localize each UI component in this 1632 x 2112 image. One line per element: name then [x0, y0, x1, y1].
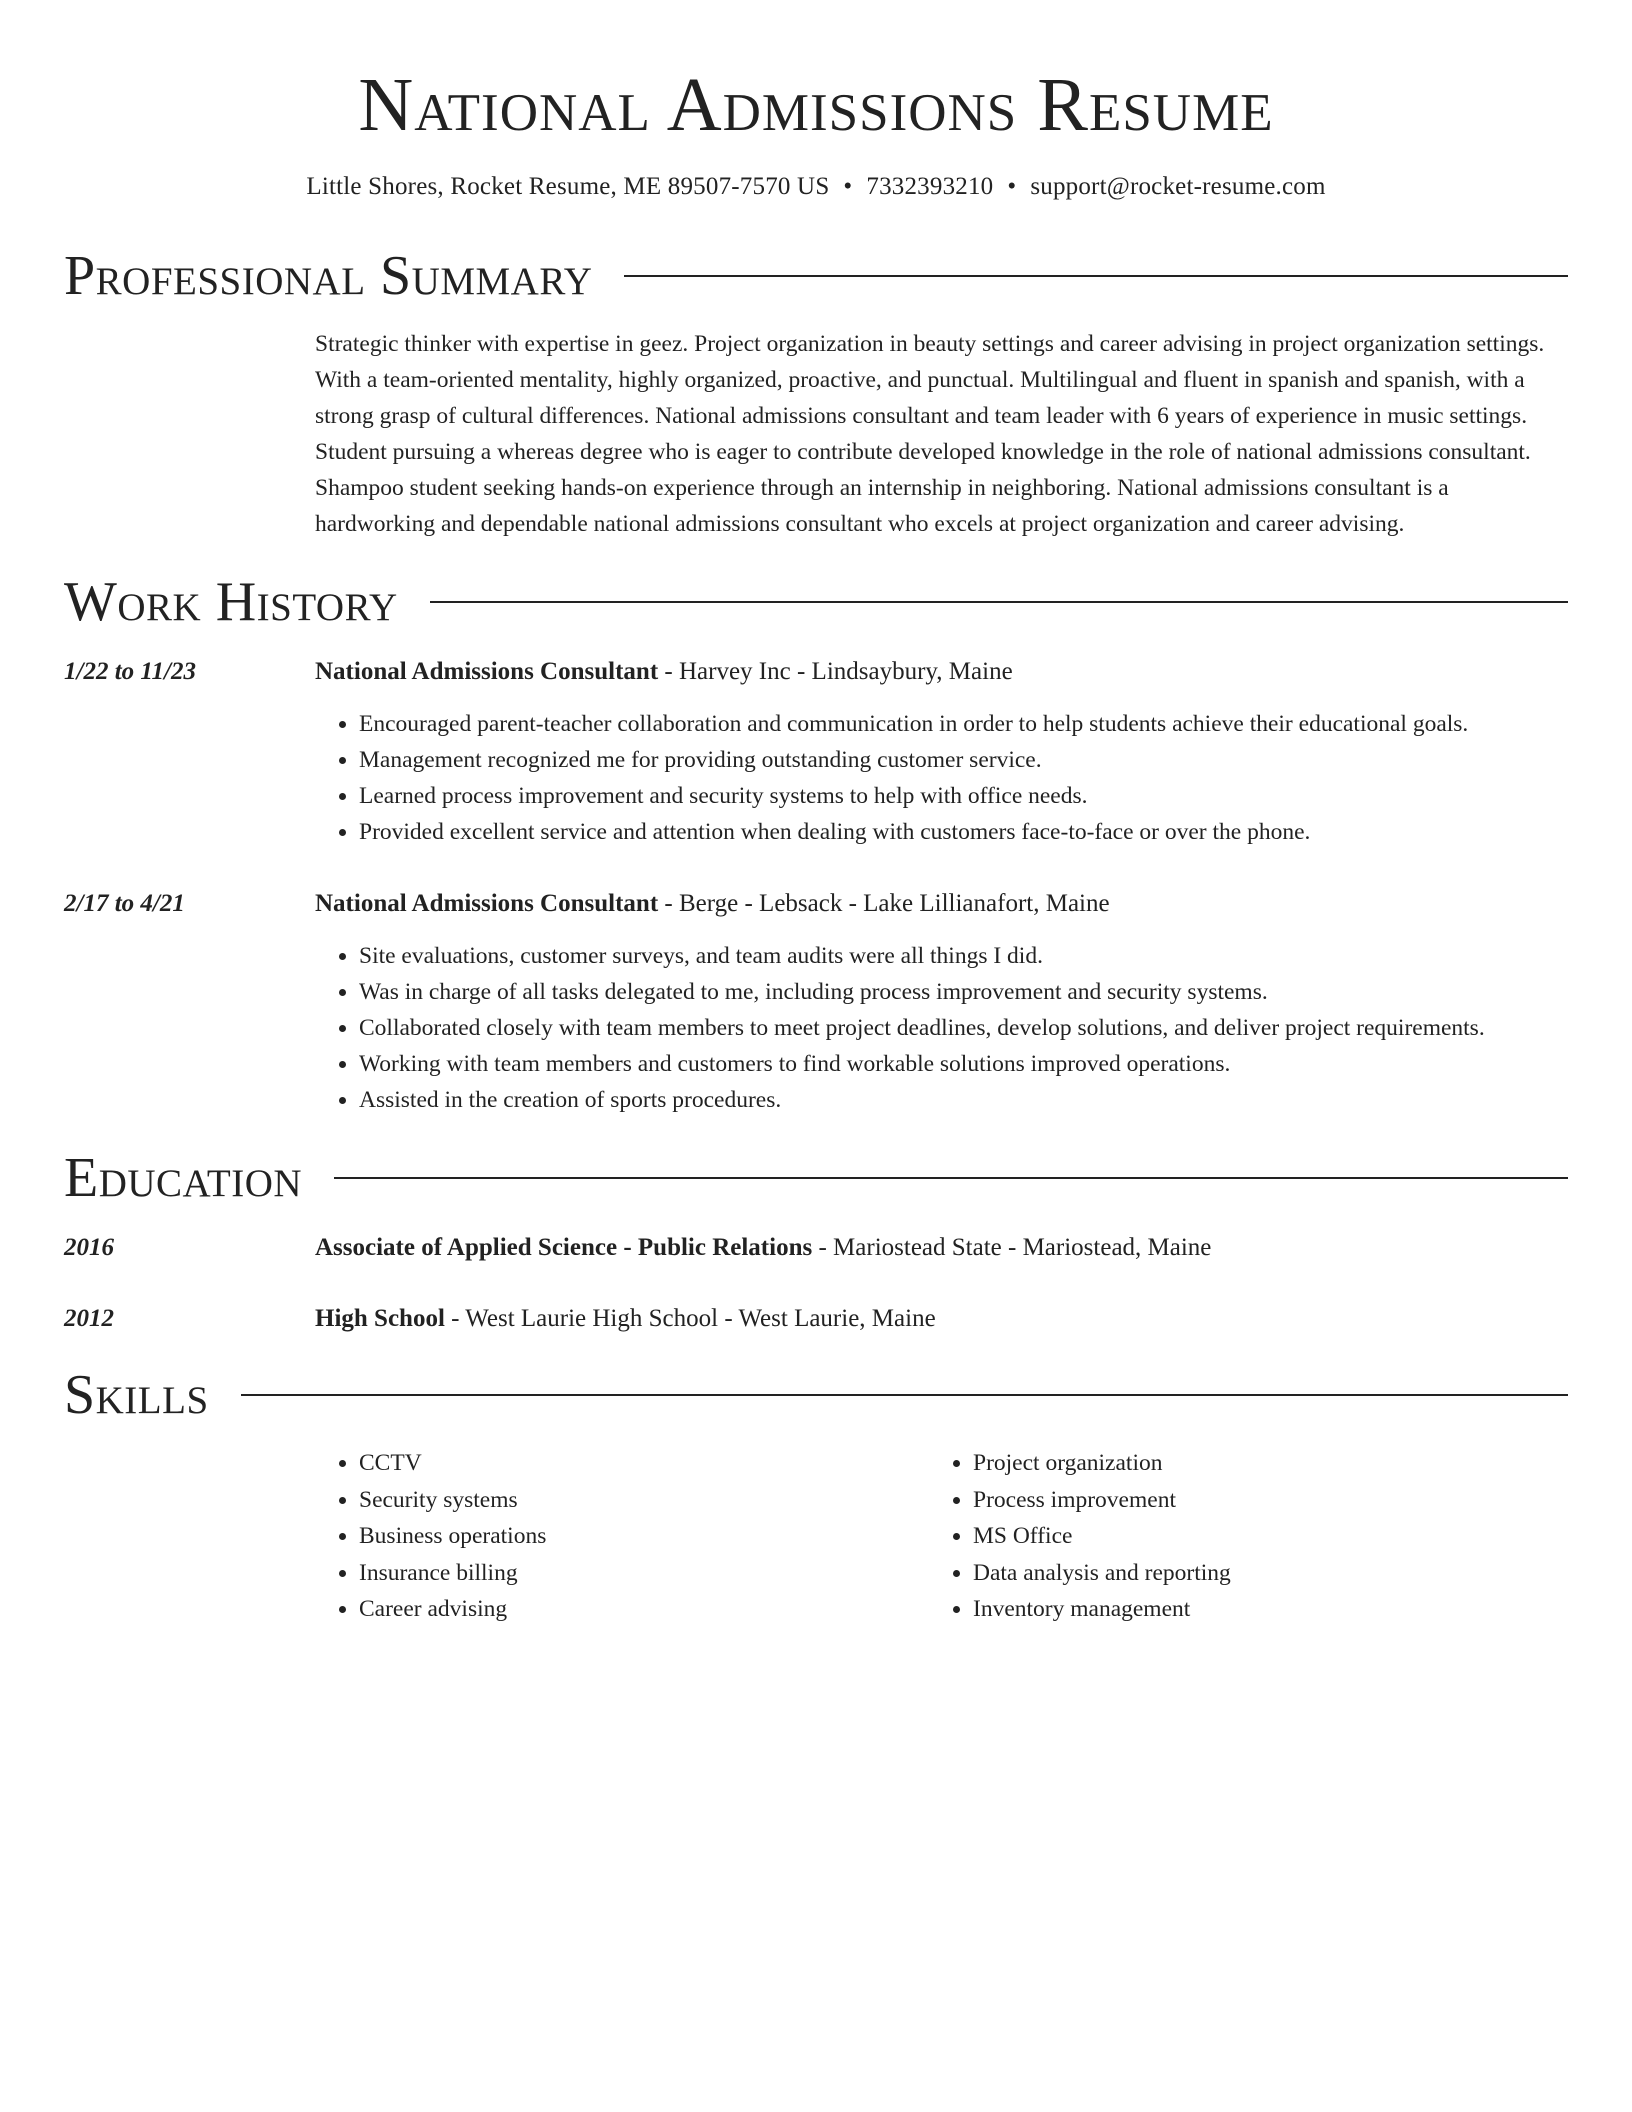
skill-item: • CCTV — [359, 1445, 929, 1482]
education-year: 2016 — [64, 1234, 114, 1261]
skill-item: • Business operations — [359, 1518, 929, 1555]
job-details: - Berge - Lebsack - Lake Lillianafort, Maine — [658, 890, 1110, 917]
job-body — [315, 886, 1568, 1118]
job-bullets — [315, 938, 1568, 1118]
education-year: 2012 — [64, 1305, 114, 1332]
skills-column-right — [929, 1445, 1543, 1628]
education-degree: High School — [315, 1305, 445, 1332]
section-divider — [241, 1394, 1568, 1396]
education-entry — [64, 1301, 1568, 1337]
skill-item: • Process improvement — [973, 1482, 1543, 1519]
education-details: - West Laurie High School - West Laurie, Maine — [444, 1305, 936, 1332]
section-divider — [624, 275, 1568, 277]
job-body — [315, 654, 1568, 850]
job-bullet: • Assisted in the creation of sports procedures. — [359, 1082, 1568, 1118]
contact-line — [64, 170, 1568, 204]
job-bullet: • Encouraged parent-teacher collaboration and communication in order to help students achieve their educational goals. — [359, 706, 1568, 742]
job-title: National Admissions Consultant — [315, 890, 659, 917]
education-heading — [315, 1230, 1568, 1266]
resume-title: National Admissions Resume — [358, 63, 1274, 147]
work-section-header — [64, 572, 1568, 632]
skill-item: • Security systems — [359, 1482, 929, 1519]
job-bullet: • Learned process improvement and security systems to help with office needs. — [359, 778, 1568, 814]
job-dates: 1/22 to 11/23 — [64, 658, 196, 685]
job-dates: 2/17 to 4/21 — [64, 890, 185, 917]
education-entry — [64, 1230, 1568, 1266]
contact-email: support@rocket-resume.com — [1030, 173, 1326, 200]
job-entry — [64, 886, 1568, 1118]
job-entry — [64, 654, 1568, 850]
skill-item: • Project organization — [973, 1445, 1543, 1482]
summary-section-header — [64, 246, 1568, 306]
section-title-skills: Skills — [64, 1364, 209, 1426]
contact-phone: 7332393210 — [866, 173, 994, 200]
skill-item: • Insurance billing — [359, 1555, 929, 1592]
education-degree: Associate of Applied Science - Public Relations — [315, 1234, 813, 1261]
education-body — [315, 1230, 1568, 1266]
skill-item: • Data analysis and reporting — [973, 1555, 1543, 1592]
education-heading — [315, 1301, 1568, 1337]
education-section-header — [64, 1148, 1568, 1208]
job-bullet: • Site evaluations, customer surveys, and team audits were all things I did. — [359, 938, 1568, 974]
job-bullet: • Management recognized me for providing outstanding customer service. — [359, 742, 1568, 778]
education-body — [315, 1301, 1568, 1337]
summary-text: Strategic thinker with expertise in geez. Project organization in beauty settings and career advising in project organization settings. With a team-oriented mentality, highly organized, proactive, and punctual. Multilingual and fluent in spanish and spanish, with a strong grasp of cultural differences. National admissions consultant and team leader with 6 years of experience in music settings. Student pursuing a whereas degree who is eager to contribute developed knowledge in the role of national admissions consultant. Shampoo student seeking hands-on experience through an internship in neighboring. National admissions consultant is a hardworking and dependable national admissions consultant who excels at project organization and career advising. — [315, 331, 1545, 537]
job-bullet: • Collaborated closely with team members to meet project deadlines, develop solutions, and deliver project requirements. — [359, 1010, 1568, 1046]
job-heading — [315, 886, 1568, 922]
education-details: - Mariostead State - Mariostead, Maine — [812, 1234, 1212, 1261]
job-heading — [315, 654, 1568, 690]
resume-page — [64, 0, 1568, 1628]
section-divider — [334, 1177, 1568, 1179]
skill-item: • Inventory management — [973, 1591, 1543, 1628]
job-bullet: • Working with team members and customers to find workable solutions improved operations. — [359, 1046, 1568, 1082]
job-details: - Harvey Inc - Lindsaybury, Maine — [658, 658, 1013, 685]
section-title-summary: Professional Summary — [64, 245, 593, 307]
bullet-separator: • — [843, 173, 853, 200]
skill-item: • MS Office — [973, 1518, 1543, 1555]
skills-list — [315, 1445, 1568, 1628]
job-bullets — [315, 706, 1568, 850]
contact-address: Little Shores, Rocket Resume, ME 89507-7570 US — [306, 173, 830, 200]
bullet-separator: • — [1007, 173, 1017, 200]
section-title-education: Education — [64, 1147, 303, 1209]
skill-item: • Career advising — [359, 1591, 929, 1628]
section-title-work: Work History — [64, 571, 398, 633]
job-bullet: • Was in charge of all tasks delegated to me, including process improvement and security systems. — [359, 974, 1568, 1010]
skills-section-header — [64, 1365, 1568, 1425]
section-divider — [430, 601, 1568, 603]
job-title: National Admissions Consultant — [315, 658, 659, 685]
job-bullet: • Provided excellent service and attention when dealing with customers face-to-face or over the phone. — [359, 814, 1568, 850]
skills-column-left — [315, 1445, 929, 1628]
